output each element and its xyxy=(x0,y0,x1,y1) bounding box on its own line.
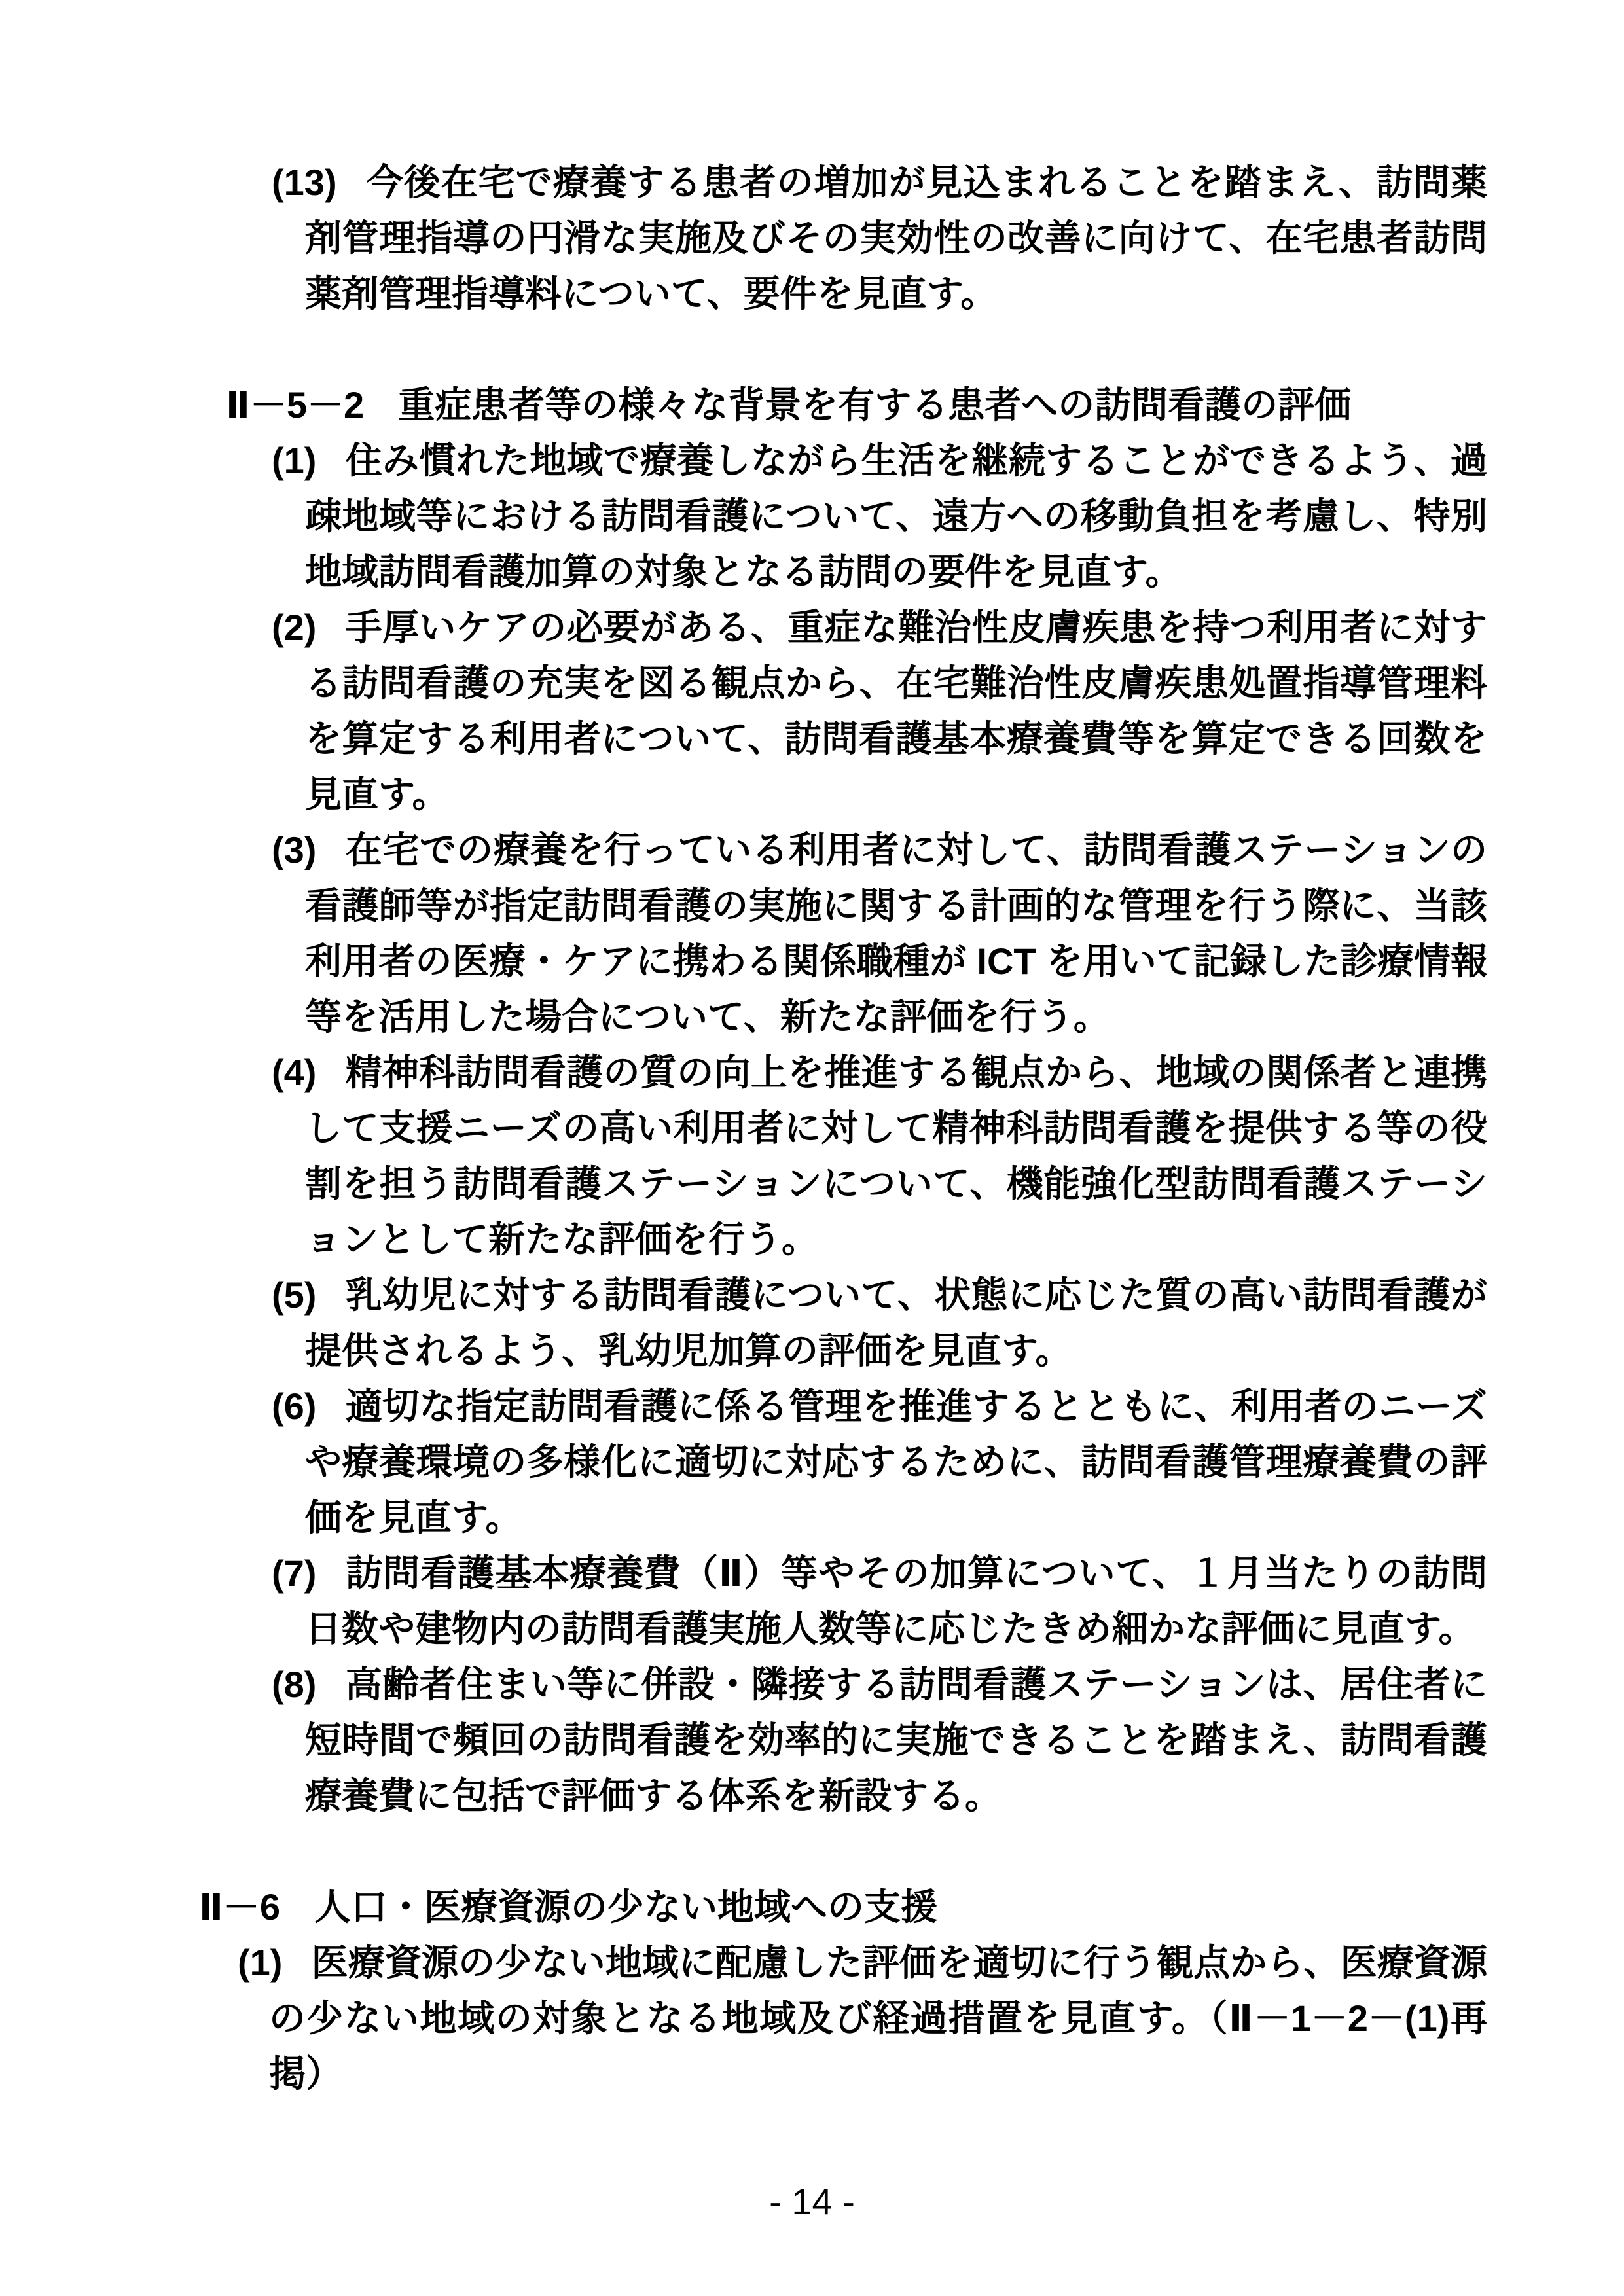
item-number: (1) xyxy=(272,440,317,481)
section-id: Ⅱ－5－2 xyxy=(226,384,365,425)
section-title: 人口・医療資源の少ない地域への支援 xyxy=(314,1886,938,1928)
item-number: (6) xyxy=(272,1386,317,1427)
item-text: 今後在宅で療養する患者の増加が見込まれることを踏まえ、訪問薬剤管理指導の円滑な実施及びその実効性の改善に向けて、在宅患者訪問薬剤管理指導料について、要件を見直す。 xyxy=(305,162,1487,314)
item-text: 乳幼児に対する訪問看護について、状態に応じた質の高い訪問看護が提供されるよう、乳幼児加算の評価を見直す。 xyxy=(305,1274,1487,1371)
item-text: 在宅での療養を行っている利用者に対して、訪問看護ステーションの看護師等が指定訪問看護の実施に関する計画的な管理を行う際に、当該利用者の医療・ケアに携わる関係職種が ICT を用いて記録した診療情報等を活用した場合について、新たな評価を行う。 xyxy=(305,829,1488,1037)
item-number: (7) xyxy=(272,1552,317,1594)
list-item-6-1 xyxy=(196,1935,1487,2102)
item-text: 訪問看護基本療養費（Ⅱ）等やその加算について、１月当たりの訪問日数や建物内の訪問看護実施人数等に応じたきめ細かな評価に見直す。 xyxy=(305,1552,1487,1649)
content-area xyxy=(196,154,1487,2102)
section-title: 重症患者等の様々な背景を有する患者への訪問看護の評価 xyxy=(398,384,1352,425)
list-item-5-2-1 xyxy=(196,433,1487,600)
section-heading-2-5-2 xyxy=(226,377,1487,433)
item-number: (4) xyxy=(272,1052,317,1093)
item-number: (3) xyxy=(272,829,317,870)
item-number: (1) xyxy=(238,1942,283,1983)
item-number: (13) xyxy=(272,162,337,203)
item-number: (5) xyxy=(272,1274,317,1316)
list-item-5-2-3 xyxy=(196,822,1487,1045)
list-item-5-2-7 xyxy=(196,1545,1487,1657)
list-item-5-2-4 xyxy=(196,1045,1487,1267)
section-heading-2-6 xyxy=(199,1879,1487,1935)
page-number: - 14 - xyxy=(769,2181,855,2222)
list-item-5-2-2 xyxy=(196,600,1487,822)
section-id: Ⅱ－6 xyxy=(199,1886,281,1928)
list-item-13 xyxy=(196,154,1487,321)
item-text: 精神科訪問看護の質の向上を推進する観点から、地域の関係者と連携して支援ニーズの高い利用者に対して精神科訪問看護を提供する等の役割を担う訪問看護ステーションについて、機能強化型訪問看護ステーションとして新たな評価を行う。 xyxy=(305,1052,1488,1260)
list-item-5-2-8 xyxy=(196,1657,1487,1823)
item-text: 住み慣れた地域で療養しながら生活を継続することができるよう、過疎地域等における訪問看護について、遠方への移動負担を考慮し、特別地域訪問看護加算の対象となる訪問の要件を見直す。 xyxy=(305,440,1487,592)
item-text: 高齢者住まい等に併設・隣接する訪問看護ステーションは、居住者に短時間で頻回の訪問看護を効率的に実施できることを踏まえ、訪問看護療養費に包括で評価する体系を新設する。 xyxy=(305,1664,1487,1816)
item-text: 医療資源の少ない地域に配慮した評価を適切に行う観点から、医療資源の少ない地域の対象となる地域及び経過措置を見直す。（Ⅱ－1－2－(1)再掲） xyxy=(269,1942,1487,2094)
list-item-5-2-6 xyxy=(196,1378,1487,1545)
item-number: (8) xyxy=(272,1664,317,1705)
item-text: 手厚いケアの必要がある、重症な難治性皮膚疾患を持つ利用者に対する訪問看護の充実を図る観点から、在宅難治性皮膚疾患処置指導管理料を算定する利用者について、訪問看護基本療養費等を算定できる回数を見直す。 xyxy=(305,607,1487,815)
list-item-5-2-5 xyxy=(196,1267,1487,1378)
item-text: 適切な指定訪問看護に係る管理を推進するとともに、利用者のニーズや療養環境の多様化に適切に対応するために、訪問看護管理療養費の評価を見直す。 xyxy=(305,1386,1488,1538)
item-number: (2) xyxy=(272,607,317,648)
